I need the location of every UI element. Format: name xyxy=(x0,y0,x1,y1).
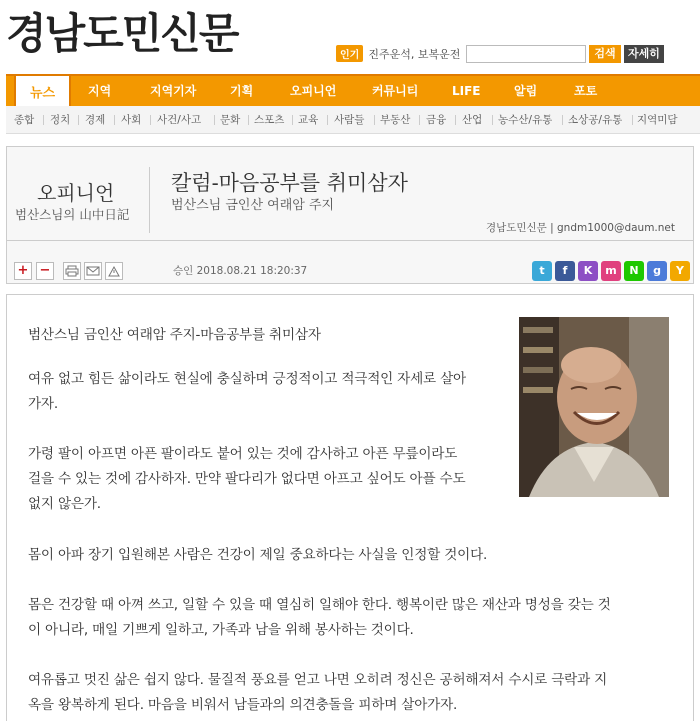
article-body xyxy=(6,294,694,721)
hot-keywords xyxy=(336,45,460,62)
hot-keyword-links[interactable]: 진주운석, 보복운전 xyxy=(368,47,461,61)
email-icon[interactable] xyxy=(84,262,102,280)
font-increase-button[interactable]: + xyxy=(14,262,32,280)
sub-nav-divider xyxy=(632,115,633,125)
sub-nav-divider xyxy=(419,115,420,125)
sub-nav-industry[interactable]: 산업 xyxy=(462,114,483,126)
print-icon[interactable] xyxy=(63,262,81,280)
sub-nav-incidents[interactable]: 사건/사고 xyxy=(157,114,202,126)
sub-nav xyxy=(6,106,700,134)
main-nav-feature[interactable]: 기획 xyxy=(230,84,254,98)
sub-nav-economy[interactable]: 경제 xyxy=(85,114,106,126)
sub-nav-sports[interactable]: 스포츠 xyxy=(254,114,285,126)
author-photo xyxy=(519,317,669,497)
site-logo[interactable] xyxy=(6,8,237,60)
twitter-icon[interactable]: t xyxy=(532,261,552,281)
logo-text-main: 경남도민 xyxy=(6,9,161,58)
facebook-icon[interactable]: f xyxy=(555,261,575,281)
google-icon[interactable]: g xyxy=(647,261,667,281)
sub-nav-finance[interactable]: 금융 xyxy=(426,114,447,126)
article-paragraph-line: 여유롭고 멋진 삶은 쉽지 않다. 물질적 풍요를 얻고 나면 오히려 정신은 공허해져서 수시로 극락과 지 xyxy=(28,672,608,688)
article-paragraph-line: 몸이 아파 장기 입원해본 사람은 건강이 제일 중요하다는 사실을 인정할 것이다. xyxy=(28,547,488,563)
sub-nav-real-estate[interactable]: 부동산 xyxy=(380,114,411,126)
sub-nav-divider xyxy=(292,115,293,125)
main-nav-community[interactable]: 커뮤니티 xyxy=(372,84,419,98)
article-subtitle: 범산스님 금인산 여래암 주지 xyxy=(171,198,335,213)
sub-nav-divider xyxy=(374,115,375,125)
hot-badge: 인기 xyxy=(336,45,363,62)
sub-nav-education[interactable]: 교육 xyxy=(298,114,319,126)
main-nav xyxy=(6,74,700,106)
section-divider xyxy=(149,167,150,233)
sub-nav-divider xyxy=(455,115,456,125)
article-paragraph-line: 이 아니라, 매일 기쁘게 일하고, 가족과 남을 위해 봉사하는 것이다. xyxy=(28,622,414,638)
section-subtitle: 범산스님의 山中日記 xyxy=(15,207,130,222)
kakaostory-icon[interactable]: K xyxy=(578,261,598,281)
publish-date: 승인 2018.08.21 18:20:37 xyxy=(173,265,308,277)
detail-search-button[interactable]: 자세히 xyxy=(624,45,664,63)
article-toolbar xyxy=(6,240,694,284)
me2day-icon[interactable]: m xyxy=(601,261,621,281)
main-nav-notice[interactable]: 알림 xyxy=(514,84,538,98)
main-nav-news[interactable]: 뉴스 xyxy=(14,74,71,108)
sub-nav-small-business[interactable]: 소상공/유통 xyxy=(568,114,623,126)
article-paragraph-line: 가자. xyxy=(28,396,58,412)
main-nav-region[interactable]: 지역 xyxy=(88,84,112,98)
sub-nav-divider xyxy=(78,115,79,125)
sub-nav-divider xyxy=(562,115,563,125)
sub-nav-divider xyxy=(114,115,115,125)
search-input[interactable] xyxy=(466,45,586,63)
sub-nav-local-stories[interactable]: 지역미담 xyxy=(637,114,678,126)
sub-nav-society[interactable]: 사회 xyxy=(121,114,142,126)
search-button[interactable]: 검색 xyxy=(589,45,621,63)
yozm-icon[interactable]: Y xyxy=(670,261,690,281)
sub-nav-divider xyxy=(327,115,328,125)
main-nav-photo[interactable]: 포토 xyxy=(574,84,598,98)
article-title: 칼럼-마음공부를 취미삼자 xyxy=(171,171,408,195)
sub-nav-politics[interactable]: 정치 xyxy=(50,114,71,126)
article-paragraph-line: 가령 팔이 아프면 아픈 팔이라도 붙어 있는 것에 감사하고 아픈 무릎이라도 xyxy=(28,446,458,462)
font-decrease-button[interactable]: − xyxy=(36,262,54,280)
sub-nav-divider xyxy=(43,115,44,125)
sub-nav-divider xyxy=(214,115,215,125)
main-nav-region-reporter[interactable]: 지역기자 xyxy=(150,84,197,98)
sub-nav-divider xyxy=(248,115,249,125)
sub-nav-divider xyxy=(492,115,493,125)
sub-nav-general[interactable]: 종합 xyxy=(14,114,35,126)
logo-text-accent: 신문 xyxy=(160,9,238,58)
article-byline: 경남도민신문 | gndm1000@daum.net xyxy=(485,222,675,234)
article-header xyxy=(6,146,694,240)
main-nav-life[interactable]: LIFE xyxy=(452,84,481,98)
article-paragraph-line: 없지 않은가. xyxy=(28,496,101,512)
report-icon[interactable] xyxy=(105,262,123,280)
section-title[interactable]: 오피니언 xyxy=(37,181,115,205)
article-paragraph-line: 걸을 수 있는 것에 감사하자. 만약 팔다리가 없다면 아프고 싶어도 아플 수도 xyxy=(28,471,466,487)
main-nav-opinion[interactable]: 오피니언 xyxy=(290,84,337,98)
article-paragraph-line: 범산스님 금인산 여래암 주지-마음공부를 취미삼자 xyxy=(28,327,321,343)
article-paragraph-line: 여유 없고 힘든 삶이라도 현실에 충실하며 긍정적이고 적극적인 자세로 살아 xyxy=(28,371,466,387)
sub-nav-agri-fishery[interactable]: 농수산/유통 xyxy=(498,114,553,126)
sub-nav-divider xyxy=(150,115,151,125)
sub-nav-people[interactable]: 사람들 xyxy=(334,114,365,126)
article-paragraph-line: 몸은 건강할 때 아껴 쓰고, 일할 수 있을 때 열심히 일해야 한다. 행복이란 많은 재산과 명성을 갖는 것 xyxy=(28,597,611,613)
sub-nav-culture[interactable]: 문화 xyxy=(220,114,241,126)
naver-icon[interactable]: N xyxy=(624,261,644,281)
article-paragraph-line: 옥을 왕복하게 된다. 마음을 비워서 남들과의 의견충돌을 피하며 살아가자. xyxy=(28,697,458,713)
